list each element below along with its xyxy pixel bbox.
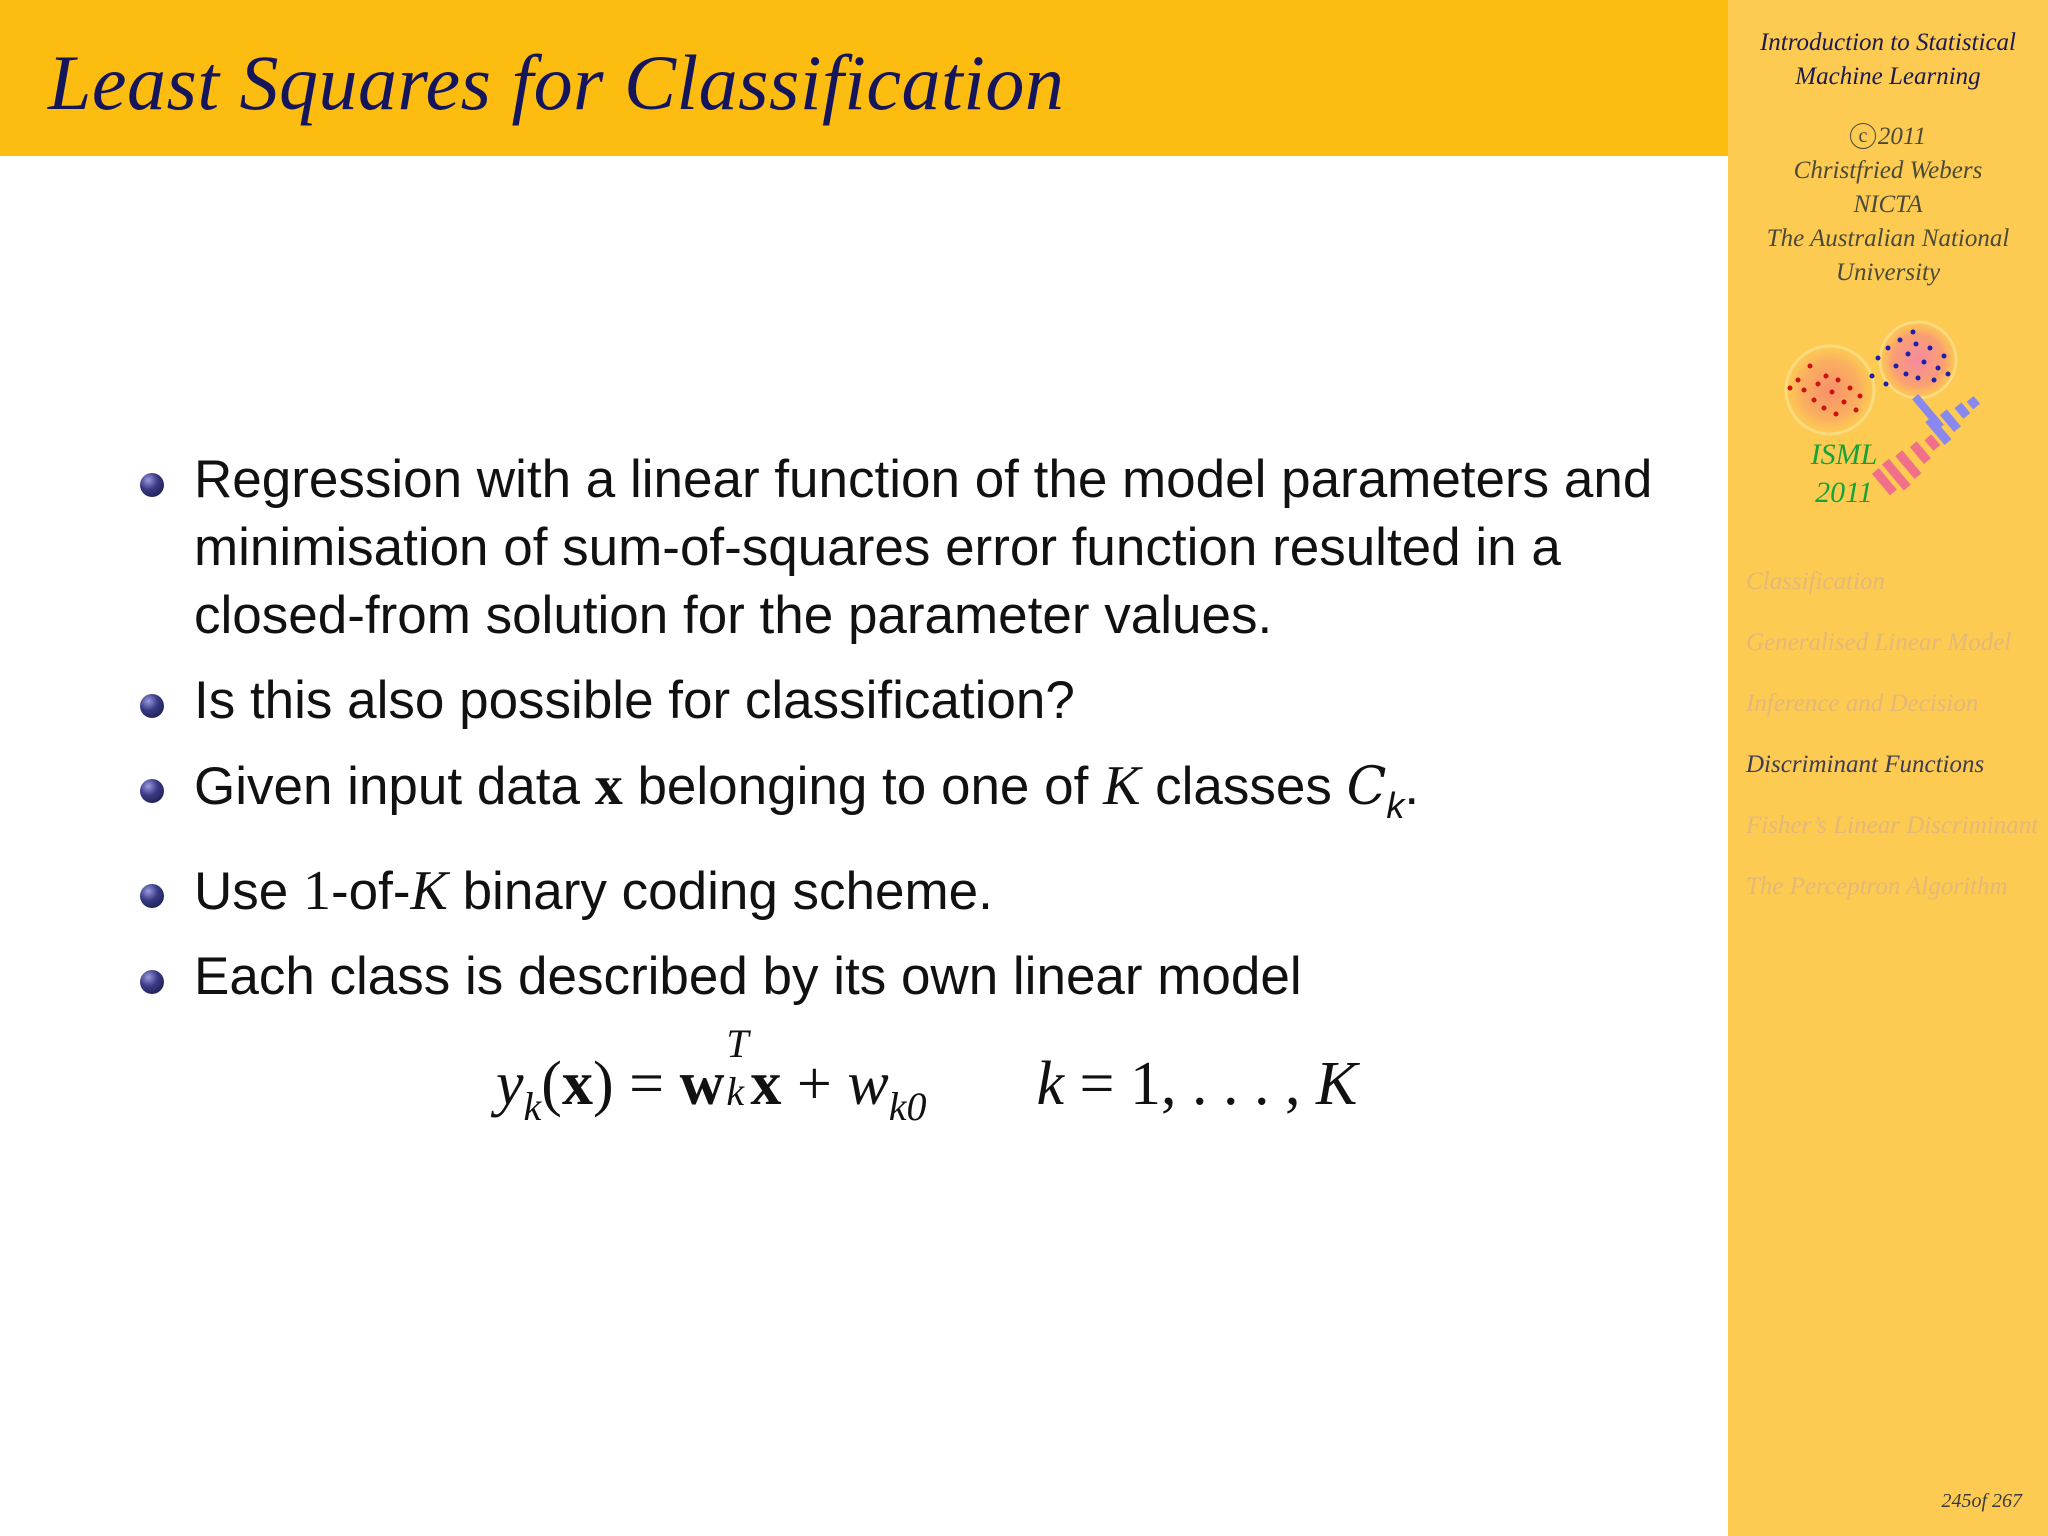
eq-range-equals: =	[1063, 1050, 1130, 1118]
nav-item-inference-and-decision[interactable]: Inference and Decision	[1746, 690, 1979, 717]
eq-range-values: 1, . . . ,	[1129, 1050, 1316, 1118]
bullet-text-pre: Use	[194, 862, 303, 921]
sphere-bullet-icon	[140, 884, 164, 908]
institution-anu-line: University	[1835, 259, 1941, 286]
bullet-text: Regression with a linear function of the model parameters and minimisation of sum-of-squares error function resulted in a closed-from solution for the parameter values.	[194, 450, 1653, 645]
course-title-line: Machine Learning	[1795, 63, 1981, 90]
eq-y-sub: k	[523, 1084, 542, 1129]
sphere-bullet-icon	[140, 694, 164, 718]
nav-item-generalised-linear-model[interactable]: Generalised Linear Model	[1746, 629, 2012, 656]
bullet-text-mid: -of-	[330, 862, 411, 921]
section-nav	[1746, 565, 2042, 931]
eq-x: x	[561, 1050, 593, 1118]
linear-model-equation	[496, 1021, 1358, 1130]
nav-item-fishers-linear-discriminant[interactable]: Fisher’s Linear Discriminant	[1746, 812, 2039, 839]
sphere-bullet-icon	[140, 779, 164, 803]
title-bar	[0, 0, 1728, 156]
math-var-x: x	[594, 755, 623, 817]
eq-equals: =	[613, 1050, 680, 1118]
page-current: 245	[1941, 1490, 1972, 1512]
math-num-1: 1	[302, 860, 331, 922]
bullet-text-post: binary coding scheme.	[447, 862, 993, 921]
course-title	[1728, 26, 2048, 94]
logo-text	[1794, 436, 1894, 512]
nav-item-perceptron-algorithm[interactable]: The Perceptron Algorithm	[1746, 873, 2008, 900]
bullet-text-post: .	[1404, 757, 1420, 816]
copyright-icon: c	[1850, 123, 1876, 149]
sidebar	[1728, 0, 2048, 1536]
nav-item-discriminant-functions[interactable]: Discriminant Functions	[1746, 751, 1985, 778]
eq-paren-close: )	[592, 1050, 614, 1118]
page-of: of	[1971, 1490, 1987, 1512]
eq-w-sup: T	[726, 1021, 749, 1066]
logo-text-line: ISML	[1810, 438, 1878, 471]
sphere-bullet-icon	[140, 473, 164, 497]
eq-w-sub: k	[726, 1069, 745, 1114]
institution-nicta: NICTA	[1853, 191, 1923, 218]
course-title-line: Introduction to Statistical	[1759, 29, 2016, 56]
eq-y: y	[496, 1050, 524, 1118]
math-var-C: C	[1346, 757, 1387, 817]
bullet-text-mid2: classes	[1140, 757, 1347, 816]
math-var-K: K	[410, 860, 448, 922]
eq-w0: w	[847, 1050, 889, 1118]
institution-anu-line: The Australian National	[1766, 225, 2010, 252]
bullet-item	[140, 943, 1660, 1011]
author: Christfried Webers	[1793, 157, 1983, 184]
bullet-item	[140, 446, 1660, 650]
logo-text-line: 2011	[1815, 476, 1873, 509]
eq-paren-open: (	[541, 1050, 562, 1118]
bullet-item	[140, 857, 1660, 926]
copyright-year: 2011	[1877, 123, 1927, 150]
bullet-list	[140, 446, 1660, 1028]
eq-range-K: K	[1315, 1050, 1358, 1118]
eq-plus: +	[781, 1050, 848, 1118]
nav-item-classification[interactable]: Classification	[1746, 568, 1885, 595]
bullet-text-pre: Given input data	[194, 757, 595, 816]
page-total: 267	[1992, 1490, 2022, 1512]
bullet-item	[140, 752, 1660, 840]
math-sub-k: k	[1386, 785, 1405, 826]
math-var-K: K	[1103, 755, 1141, 817]
page-number	[1941, 1490, 2022, 1513]
bullet-text-mid: belonging to one of	[622, 757, 1104, 816]
slide-title: Least Squares for Classification	[48, 39, 1065, 126]
eq-w: w	[679, 1050, 725, 1118]
sphere-bullet-icon	[140, 970, 164, 994]
bullet-text: Is this also possible for classification?	[194, 671, 1075, 730]
eq-w-scripts	[724, 1021, 750, 1114]
bullet-item	[140, 667, 1660, 735]
eq-range-k: k	[1036, 1050, 1064, 1118]
bullet-text: Each class is described by its own linear model	[194, 947, 1302, 1006]
copyright-line	[1728, 120, 2048, 154]
copyright-block	[1728, 120, 2048, 290]
eq-w0-sub: k0	[888, 1084, 927, 1129]
eq-x2: x	[750, 1050, 782, 1118]
